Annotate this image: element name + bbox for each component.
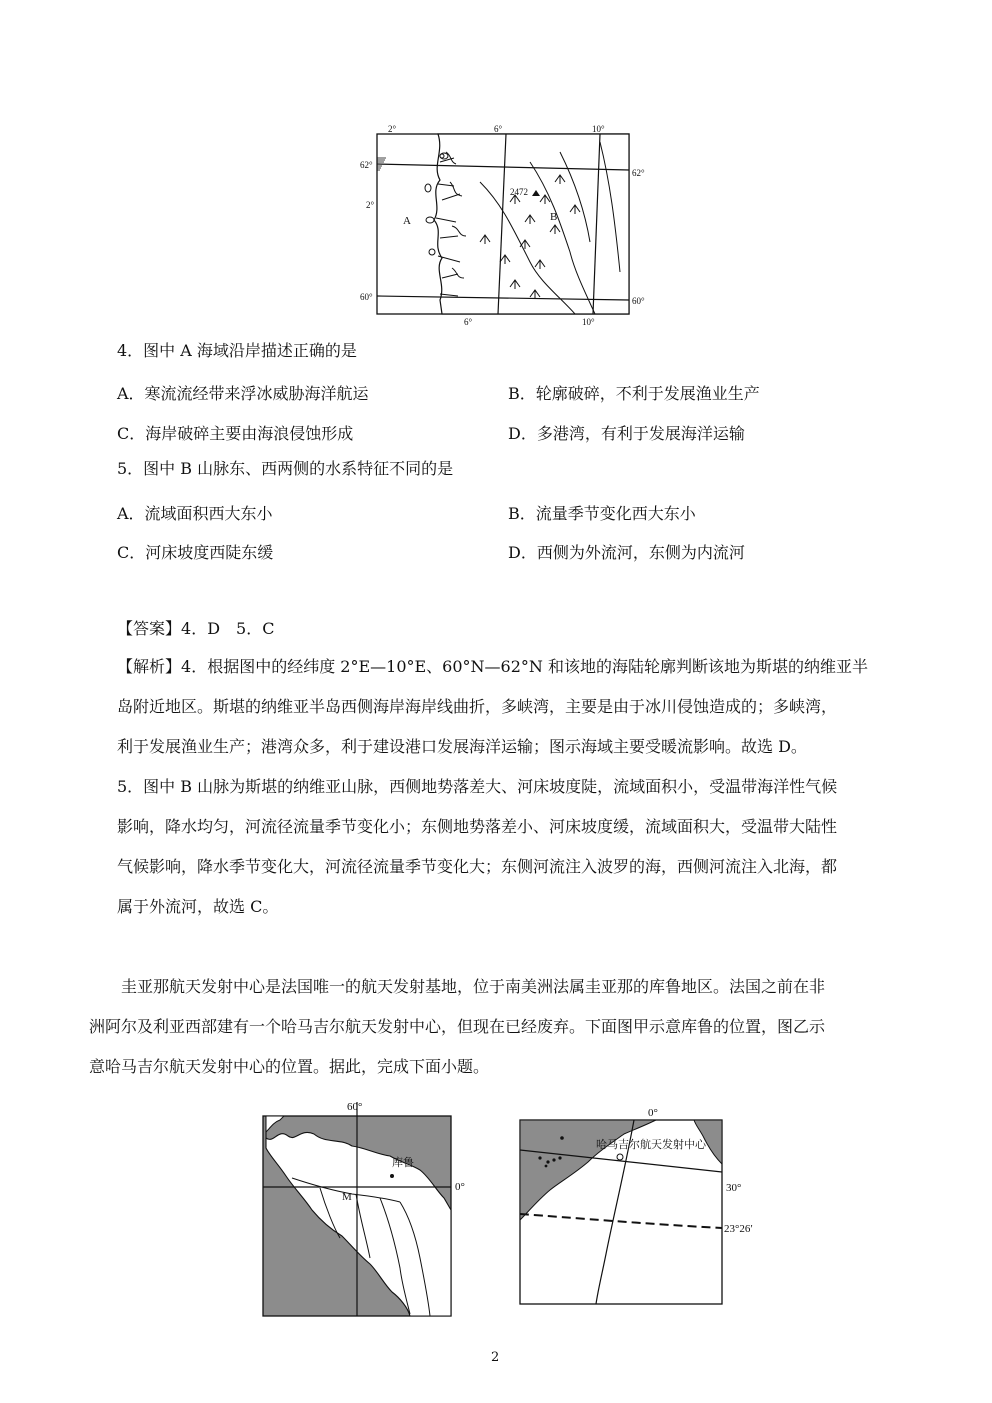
- passage-line-2: 洲阿尔及利亚西部建有一个哈马吉尔航天发射中心，但现在已经废弃。下面图甲示意库鲁的位置，图乙示: [89, 1017, 826, 1036]
- analysis-line-3: 利于发展渔业生产；港湾众多，利于建设港口发展海洋运输；图示海域主要受暖流影响。故选 D。: [117, 737, 807, 756]
- q5-option-b: B．流量季节变化西大东小: [508, 504, 696, 523]
- map3-lat1-label: 30°: [726, 1182, 742, 1194]
- answer-label: 【答案】: [117, 619, 182, 638]
- answer-block: [117, 621, 274, 637]
- map3-lat2-label: 23°26′: [724, 1223, 753, 1235]
- analysis-line-6: 气候影响，降水季节变化大，河流径流量季节变化大；东侧河流注入波罗的海，西侧河流注入北海，都: [117, 857, 838, 876]
- map1-lon-bottom-1: 10°: [582, 317, 595, 327]
- map1-lon-top-2: 10°: [592, 124, 605, 134]
- map1-lat-left-1: 2°: [366, 200, 375, 210]
- map2-equator-label: 0°: [455, 1181, 465, 1193]
- analysis-label: 【解析】: [117, 657, 182, 676]
- kourou-marker: [390, 1174, 394, 1178]
- passage-line-1: 圭亚那航天发射中心是法国唯一的航天发射基地，位于南美洲法属圭亚那的库鲁地区。法国之前在非: [121, 977, 826, 996]
- map2-lon-label: 60°: [347, 1101, 363, 1113]
- map2-place-label: 库鲁: [392, 1157, 414, 1169]
- map1-lon-top-1: 6°: [494, 124, 503, 134]
- figure-scandinavia-map: [360, 122, 660, 327]
- q4-stem: 4．图中 A 海域沿岸描述正确的是: [117, 341, 357, 360]
- analysis-line-5: 影响，降水均匀，河流径流量季节变化小；东侧地势落差小、河床坡度缓，流域面积大，受温带大陆性: [117, 817, 838, 836]
- analysis-line-4: 5．图中 B 山脉为斯堪的纳维亚山脉，西侧地势落差大、河床坡度陡，流域面积小，受温带海洋性气候: [117, 777, 838, 796]
- figure-kourou-map: [260, 1098, 480, 1320]
- passage-line-3: 意哈马吉尔航天发射中心的位置。据此，完成下面小题。: [89, 1057, 490, 1076]
- q5-option-d: D．西侧为外流河，东侧为内流河: [508, 543, 745, 562]
- analysis-line-1: [117, 659, 868, 675]
- q5-option-a: A．流域面积西大东小: [117, 504, 273, 523]
- kourou-map-svg: [260, 1098, 480, 1320]
- map1-peak: 2472: [510, 187, 528, 197]
- map1-lon-top-0: 2°: [388, 124, 397, 134]
- map2-point-label: M: [342, 1191, 352, 1203]
- q4-option-a: A．寒流流经带来浮冰威胁海洋航运: [117, 384, 369, 403]
- analysis-line-7: 属于外流河，故选 C。: [117, 897, 279, 916]
- map1-lat-right-1: 60°: [632, 296, 645, 306]
- q4-option-b: B．轮廓破碎，不利于发展渔业生产: [508, 384, 760, 403]
- figure-hammaguir-map: [516, 1104, 778, 1310]
- q4-option-c: C．海岸破碎主要由海浪侵蚀形成: [117, 424, 354, 443]
- map1-lon-bottom-0: 6°: [464, 317, 473, 327]
- analysis-text-1: 4．根据图中的经纬度 2°E—10°E、60°N—62°N 和该地的海陆轮廓判断该地为斯堪的纳维亚半: [181, 657, 868, 676]
- map3-site-label: 哈马吉尔航天发射中心: [596, 1139, 706, 1151]
- map1-label-a: A: [403, 215, 411, 227]
- answer-text: 4．D 5．C: [181, 619, 275, 638]
- hammaguir-map-svg: [516, 1104, 778, 1310]
- q5-option-c: C．河床坡度西陡东缓: [117, 543, 274, 562]
- q5-stem: 5．图中 B 山脉东、西两侧的水系特征不同的是: [117, 459, 454, 478]
- hammaguir-marker: [617, 1154, 623, 1160]
- analysis-line-2: 岛附近地区。斯堪的纳维亚半岛西侧海岸海岸线曲折，多峡湾，主要是由于冰川侵蚀造成的；多峡湾，: [117, 697, 838, 716]
- map1-label-b: B: [550, 211, 558, 223]
- page-number: 2: [491, 1350, 500, 1365]
- map1-lat-left-0: 62°: [360, 160, 373, 170]
- map1-lat-right-0: 62°: [632, 168, 645, 178]
- map1-lat-left-2: 60°: [360, 292, 373, 302]
- scandinavia-map-svg: [360, 122, 660, 327]
- q4-option-d: D．多港湾，有利于发展海洋运输: [508, 424, 745, 443]
- map3-lon-label: 0°: [648, 1107, 658, 1119]
